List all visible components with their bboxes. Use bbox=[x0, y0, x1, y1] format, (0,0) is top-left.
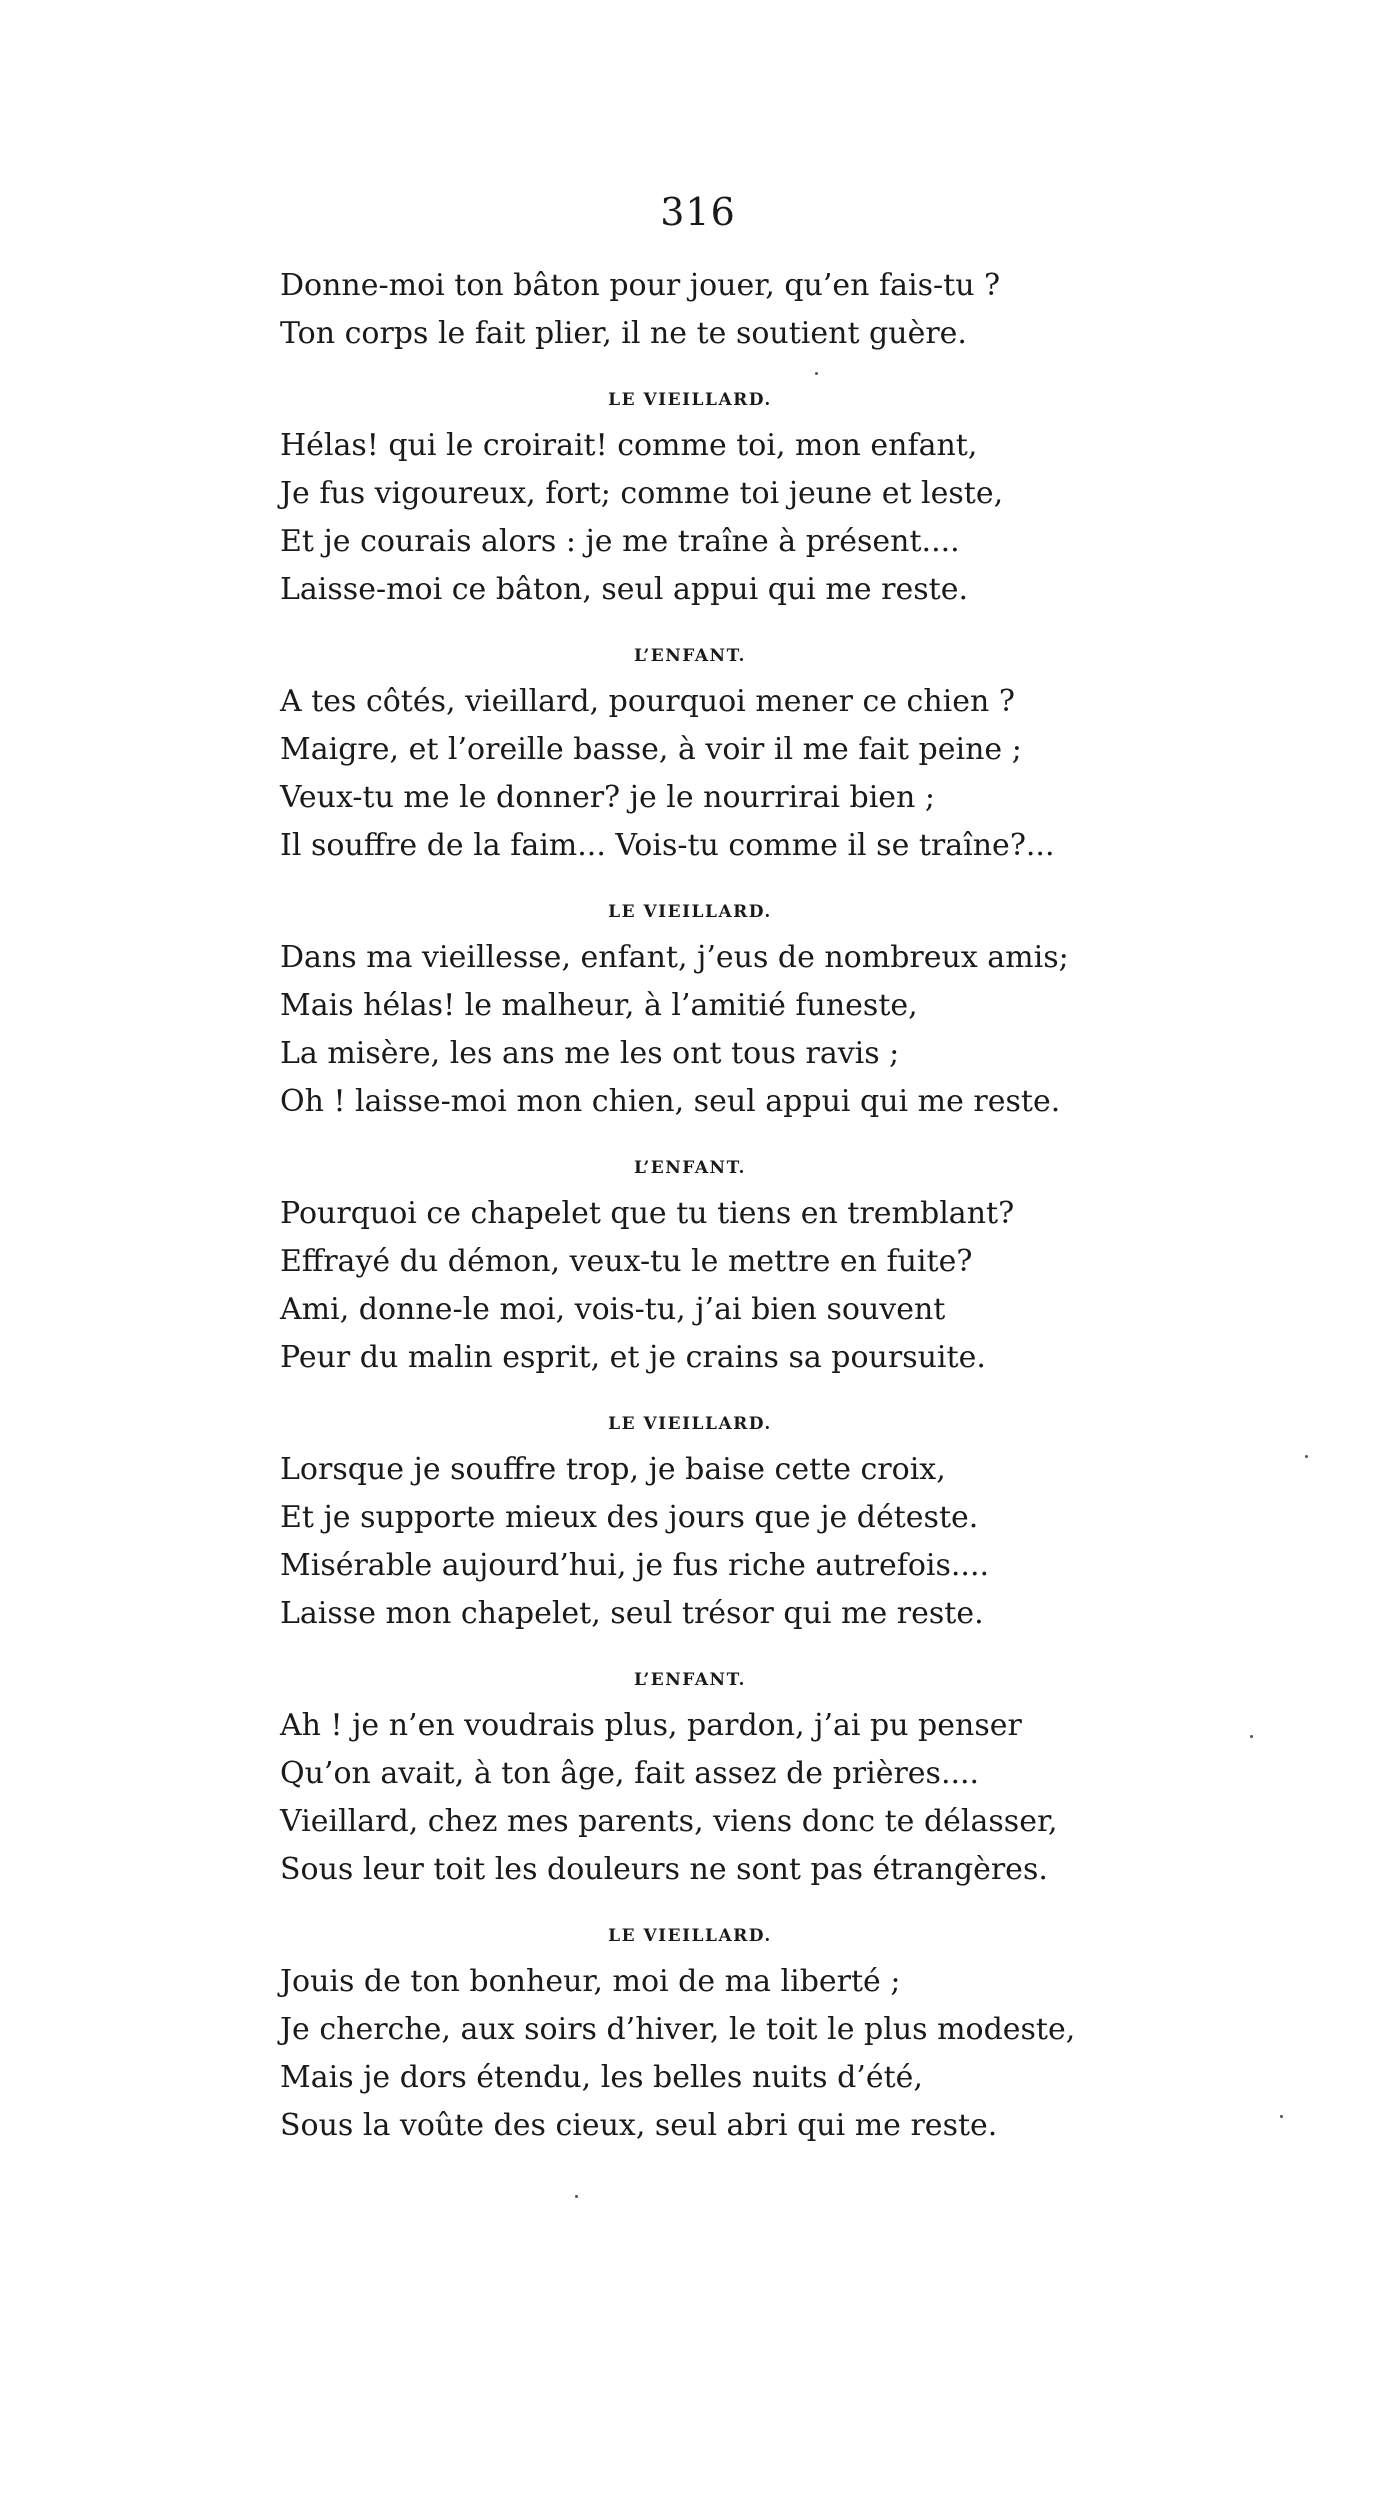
speaker-heading: L’ENFANT. bbox=[634, 1158, 746, 1178]
stanza bbox=[280, 900, 1100, 1126]
verse-line: Qu’on avait, à ton âge, fait assez de prières.... bbox=[280, 1756, 980, 1791]
verse-line: Mais hélas! le malheur, à l’amitié funeste, bbox=[280, 988, 918, 1023]
verse-line: Je fus vigoureux, fort; comme toi jeune et leste, bbox=[280, 476, 1004, 511]
speaker-heading: LE VIEILLARD. bbox=[608, 1926, 772, 1946]
verse-line: Ah ! je n’en voudrais plus, pardon, j’ai pu penser bbox=[280, 1708, 1022, 1743]
stanza bbox=[280, 1668, 1100, 1894]
speaker-heading: LE VIEILLARD. bbox=[608, 1414, 772, 1434]
verse-line: Et je supporte mieux des jours que je déteste. bbox=[280, 1500, 979, 1535]
poem bbox=[280, 262, 1100, 2150]
verse-line: Je cherche, aux soirs d’hiver, le toit le plus modeste, bbox=[280, 2012, 1076, 2047]
stanza bbox=[280, 1156, 1100, 1382]
stanza bbox=[280, 644, 1100, 870]
verse-line: Sous leur toit les douleurs ne sont pas étrangères. bbox=[280, 1852, 1048, 1887]
stanza bbox=[280, 1412, 1100, 1638]
paper-speck bbox=[1250, 1735, 1253, 1738]
speaker-heading: L’ENFANT. bbox=[634, 1670, 746, 1690]
verse-line: Il souffre de la faim... Vois-tu comme il se traîne?... bbox=[280, 828, 1055, 863]
verse-line: Mais je dors étendu, les belles nuits d’été, bbox=[280, 2060, 923, 2095]
stanza bbox=[280, 1924, 1100, 2150]
speaker-heading: LE VIEILLARD. bbox=[608, 902, 772, 922]
opening-stanza bbox=[280, 262, 1100, 358]
verse-line: Oh ! laisse-moi mon chien, seul appui qui me reste. bbox=[280, 1084, 1061, 1119]
verse-line: Peur du malin esprit, et je crains sa poursuite. bbox=[280, 1340, 986, 1375]
verse-line: A tes côtés, vieillard, pourquoi mener ce chien ? bbox=[280, 684, 1015, 719]
verse-line: Vieillard, chez mes parents, viens donc te délasser, bbox=[280, 1804, 1058, 1839]
verse-line: Effrayé du démon, veux-tu le mettre en fuite? bbox=[280, 1244, 973, 1279]
verse-line: Donne-moi ton bâton pour jouer, qu’en fais-tu ? bbox=[280, 268, 1001, 303]
verse-line: Laisse-moi ce bâton, seul appui qui me reste. bbox=[280, 572, 968, 607]
verse-line: Laisse mon chapelet, seul trésor qui me reste. bbox=[280, 1596, 984, 1631]
speaker-heading: LE VIEILLARD. bbox=[608, 390, 772, 410]
speaker-heading: L’ENFANT. bbox=[634, 646, 746, 666]
verse-line: Lorsque je souffre trop, je baise cette croix, bbox=[280, 1452, 946, 1487]
verse-line: Sous la voûte des cieux, seul abri qui me reste. bbox=[280, 2108, 998, 2143]
verse-line: Pourquoi ce chapelet que tu tiens en tremblant? bbox=[280, 1196, 1015, 1231]
verse-line: Ton corps le fait plier, il ne te soutient guère. bbox=[280, 316, 967, 351]
verse-line: Maigre, et l’oreille basse, à voir il me fait peine ; bbox=[280, 732, 1022, 767]
paper-speck bbox=[815, 372, 818, 375]
paper-speck bbox=[575, 2195, 578, 2198]
paper-speck bbox=[1305, 1455, 1308, 1458]
verse-line: Misérable aujourd’hui, je fus riche autrefois.... bbox=[280, 1548, 990, 1583]
page-number: 316 bbox=[660, 190, 736, 234]
stanza bbox=[280, 388, 1100, 614]
verse-line: La misère, les ans me les ont tous ravis ; bbox=[280, 1036, 900, 1071]
verse-line: Ami, donne-le moi, vois-tu, j’ai bien souvent bbox=[280, 1292, 946, 1327]
verse-line: Et je courais alors : je me traîne à présent.... bbox=[280, 524, 960, 559]
verse-line: Dans ma vieillesse, enfant, j’eus de nombreux amis; bbox=[280, 940, 1069, 975]
verse-line: Hélas! qui le croirait! comme toi, mon enfant, bbox=[280, 428, 978, 463]
paper-speck bbox=[1280, 2115, 1283, 2118]
verse-line: Jouis de ton bonheur, moi de ma liberté ; bbox=[280, 1964, 901, 1999]
verse-line: Veux-tu me le donner? je le nourrirai bien ; bbox=[280, 780, 936, 815]
